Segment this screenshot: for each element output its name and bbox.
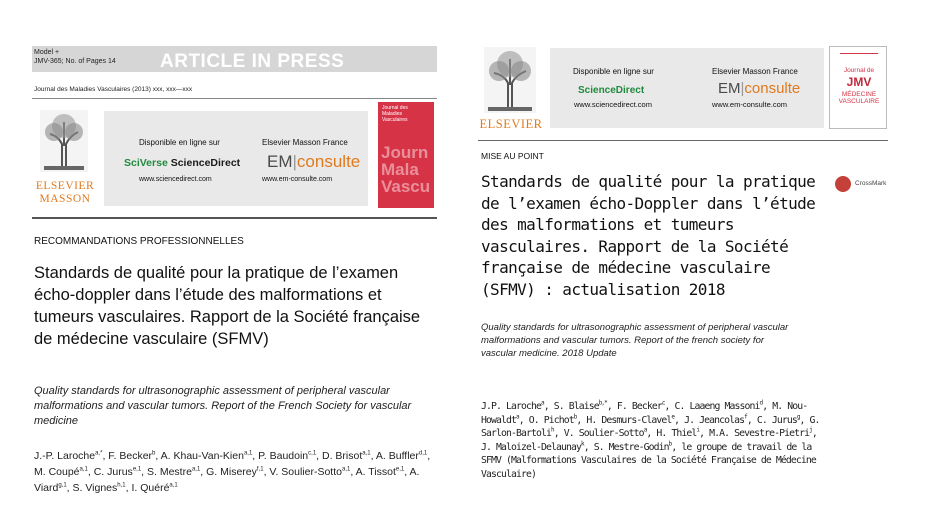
elsevier-masson-wordmark: ELSEVIER MASSON bbox=[35, 180, 95, 205]
author-name: M. Nou-Howaldt bbox=[481, 401, 808, 426]
english-title: Quality standards for ultrasonographic assessment of peripheral vascular malformations and vascular tumors. Report of the french society for vascular medicine. 2018 Update bbox=[481, 322, 789, 359]
author-name: A. Buffler bbox=[375, 450, 419, 462]
masthead-divider bbox=[32, 217, 437, 219]
author-affiliation: a,1 bbox=[362, 450, 371, 457]
sciencedirect-link[interactable]: www.sciencedirect.com bbox=[574, 100, 652, 109]
author-name: S. Blaise bbox=[553, 401, 599, 412]
journal-cover-thumbnail bbox=[829, 46, 887, 129]
journal-cover-thumbnail bbox=[378, 102, 434, 208]
author-affiliation: a,1 bbox=[341, 466, 351, 473]
section-label: RECOMMANDATIONS PROFESSIONNELLES bbox=[34, 236, 244, 247]
author-name: J.P. Laroche bbox=[481, 401, 541, 412]
author-name: J.-P. Laroche bbox=[34, 450, 96, 462]
author-affiliation: h bbox=[550, 426, 554, 434]
author-affiliation: a,1 bbox=[79, 466, 88, 473]
author-name: V. Soulier-Sotto bbox=[269, 466, 342, 478]
sciencedirect-logo: ScienceDirect bbox=[578, 85, 645, 96]
author-name: G. Sarlon-Bartoli bbox=[481, 414, 820, 440]
author-affiliation: d bbox=[759, 399, 763, 407]
author-affiliation: c,1 bbox=[308, 450, 317, 457]
author-name: A. Tissot bbox=[355, 466, 396, 478]
author-affiliation: b bbox=[668, 440, 672, 448]
crossmark-icon bbox=[835, 176, 851, 192]
em-logo-em: EM bbox=[718, 80, 741, 97]
available-online-label: Disponible en ligne sur bbox=[139, 138, 220, 147]
cover-small-title: Journal des Maladies Vasculaires bbox=[382, 105, 408, 123]
author-affiliation: f bbox=[744, 413, 747, 421]
author-name: F. Becker bbox=[108, 450, 153, 462]
sciverse-sciencedirect-logo bbox=[124, 157, 240, 169]
em-consulte-logo: EM|consulte bbox=[718, 80, 801, 97]
author-name: F. Becker bbox=[616, 401, 662, 412]
author-affiliation: j bbox=[809, 426, 812, 434]
author-name: D. Brisot bbox=[322, 450, 363, 462]
article-title: Standards de qualité pour la pratique de l’examen écho-doppler dans l’étude des malformations et tumeurs vasculaires. Rapport de la Société française de médecine vasculaire (SFMV) bbox=[34, 264, 421, 348]
em-consulte-logo: EM|consulte bbox=[267, 152, 361, 171]
em-logo-consulte: consulte bbox=[744, 80, 801, 97]
available-online-label: Disponible en ligne sur bbox=[573, 67, 654, 76]
cover-big-title: Journ Mala Vascu bbox=[381, 143, 431, 196]
author-name: A. Viard bbox=[34, 466, 420, 494]
author-group: le groupe de travail de la SFMV (Malformations Vasculaires de la Société Française de Médecine Vasculaire) bbox=[481, 441, 816, 480]
author-name: M.A. Sevestre-Pietri bbox=[709, 428, 810, 440]
author-name: J. Jeancolas bbox=[684, 414, 745, 426]
author-affiliation: a,1 bbox=[169, 482, 178, 489]
banner-text: ARTICLE IN PRESS bbox=[160, 51, 345, 72]
author-affiliation: e,1 bbox=[395, 466, 405, 473]
author-name: S. Mestre-Godin bbox=[593, 441, 669, 453]
author-affiliation: f,1 bbox=[256, 466, 264, 473]
author-name: S. Mestre bbox=[147, 466, 192, 478]
em-logo-consulte: consulte bbox=[296, 152, 361, 171]
elsevier-tree-icon bbox=[484, 47, 536, 113]
author-affiliation: d,1 bbox=[418, 450, 428, 457]
pages-label: No. of Pages 14 bbox=[65, 58, 116, 65]
header-divider bbox=[32, 98, 437, 99]
em-consulte-link[interactable]: www.em-consulte.com bbox=[712, 100, 788, 109]
author-affiliation: b bbox=[573, 413, 577, 421]
author-name: M. Coupé bbox=[34, 466, 80, 478]
author-name: P. Baudoin bbox=[258, 450, 309, 462]
author-affiliation: g,1 bbox=[58, 482, 67, 489]
author-affiliation: c bbox=[661, 399, 665, 407]
author-name: I. Quéré bbox=[131, 482, 170, 494]
section-label: MISE AU POINT bbox=[481, 151, 544, 161]
author-affiliation: k bbox=[580, 440, 584, 448]
cover-journal-name: MÉDECINE VASCULAIRE bbox=[838, 91, 880, 105]
author-name: H. Thiel bbox=[656, 428, 697, 440]
author-list: J.P. Laroche$^a$, S. Blaise$^{b,*}$, F. Becker$^c$, C. Laaeng Massoni$^d$, M. Nou-Howaldt$^a$, O. Pichot$^b$, H. Desmurs-Clavel$^e$, J. Jeancolas$^f$, C. Jurus$^g$, G. Sarlon-Bartoli$^h$, V. Soulier-Sotto$^a$, H. Thiel$^i$, M.A. Sevestre-Pietri$^j$, J. Maloizel-Delaunay$^k$, S. Mestre-Godin$^b$, le groupe de travail de la SFMV (Malformations Vasculaires de la Société Française de Médecine Vasculaire) bbox=[481, 399, 820, 480]
article-title: Standards de qualité pour la pratique de l’examen écho-Doppler dans l’étude des malformations et tumeurs vasculaires. Rapport de la Société française de médecine vasculaire (SFMV) : actualisation 2018 bbox=[481, 172, 816, 299]
author-list: J.-P. Laroche$^{a,*}$, F. Becker$^b$, A. Khau-Van-Kien$^{a,1}$, P. Baudoin$^{c,1}$, D. Brisot$^{a,1}$, A. Buffler$^{d,1}$, M. Coupé$^{a,1}$, C. Jurus$^{e,1}$, S. Mestre$^{a,1}$, G. Miserey$^{f,1}$, V. Soulier-Sotto$^{a,1}$, A. Tissot$^{e,1}$, A. Viard$^{g,1}$, S. Vignes$^{h,1}$, I. Quéré$^{a,1}$ bbox=[34, 450, 431, 494]
english-title: Quality standards for ultrasonographic assessment of peripheral vascular malformations and vascular tumors. Report of the French Society for vascular medicine bbox=[34, 385, 412, 427]
elsevier-masson-logo bbox=[34, 110, 96, 214]
elsevier-masson-france-label: Elsevier Masson France bbox=[712, 67, 798, 76]
author-affiliation: a bbox=[540, 399, 544, 407]
author-name: J. Maloizel-Delaunay bbox=[481, 441, 581, 453]
author-affiliation: a bbox=[643, 426, 647, 434]
model-label: Model + bbox=[34, 49, 60, 56]
author-affiliation: a bbox=[516, 413, 519, 421]
cover-rule bbox=[840, 53, 878, 54]
author-name: G. Miserey bbox=[206, 466, 257, 478]
cover-jmv: JMV bbox=[846, 75, 872, 89]
author-name: C. Laaeng Massoni bbox=[674, 401, 760, 412]
em-consulte-link[interactable]: www.em-consulte.com bbox=[262, 176, 333, 183]
author-name: C. Jurus bbox=[756, 414, 797, 426]
cover-small-title: Journal de bbox=[843, 67, 875, 74]
crossmark-badge[interactable] bbox=[835, 174, 895, 194]
author-affiliation: a,* bbox=[95, 450, 103, 457]
author-affiliation: g bbox=[796, 413, 800, 421]
author-affiliation: b,* bbox=[598, 399, 607, 407]
author-affiliation: b bbox=[152, 450, 156, 457]
author-affiliation: a,1 bbox=[243, 450, 253, 457]
author-name: H. Desmurs-Clavel bbox=[586, 414, 672, 426]
sciverse-word: SciVerse bbox=[124, 157, 171, 169]
sciencedirect-link[interactable]: www.sciencedirect.com bbox=[139, 176, 212, 183]
doc-code-line bbox=[34, 57, 116, 66]
elsevier-masson-france-label: Elsevier Masson France bbox=[262, 138, 348, 147]
author-name: S. Vignes bbox=[72, 482, 118, 494]
em-logo-em: EM bbox=[267, 152, 293, 171]
masthead-divider bbox=[478, 140, 888, 141]
author-affiliation: e,1 bbox=[132, 466, 142, 473]
journal-line: Journal des Maladies Vasculaires (2013) xxx, xxx—xxx bbox=[34, 86, 193, 93]
sciencedirect-word: ScienceDirect bbox=[170, 157, 241, 169]
author-name: C. Jurus bbox=[93, 466, 133, 478]
author-name: O. Pichot bbox=[528, 414, 574, 426]
model-info bbox=[34, 48, 116, 66]
author-affiliation: a,1 bbox=[191, 466, 201, 473]
elsevier-tree-icon bbox=[40, 110, 88, 172]
author-affiliation: h,1 bbox=[117, 482, 126, 489]
author-name: A. Khau-Van-Kien bbox=[160, 450, 244, 462]
elsevier-logo bbox=[478, 47, 544, 133]
elsevier-wordmark: ELSEVIER bbox=[479, 117, 543, 131]
doc-code: JMV-365; bbox=[34, 58, 64, 65]
author-affiliation: e bbox=[671, 413, 675, 421]
crossmark-label: CrossMark bbox=[855, 180, 887, 187]
author-affiliation: i bbox=[696, 426, 700, 434]
author-name: V. Soulier-Sotto bbox=[563, 428, 644, 440]
